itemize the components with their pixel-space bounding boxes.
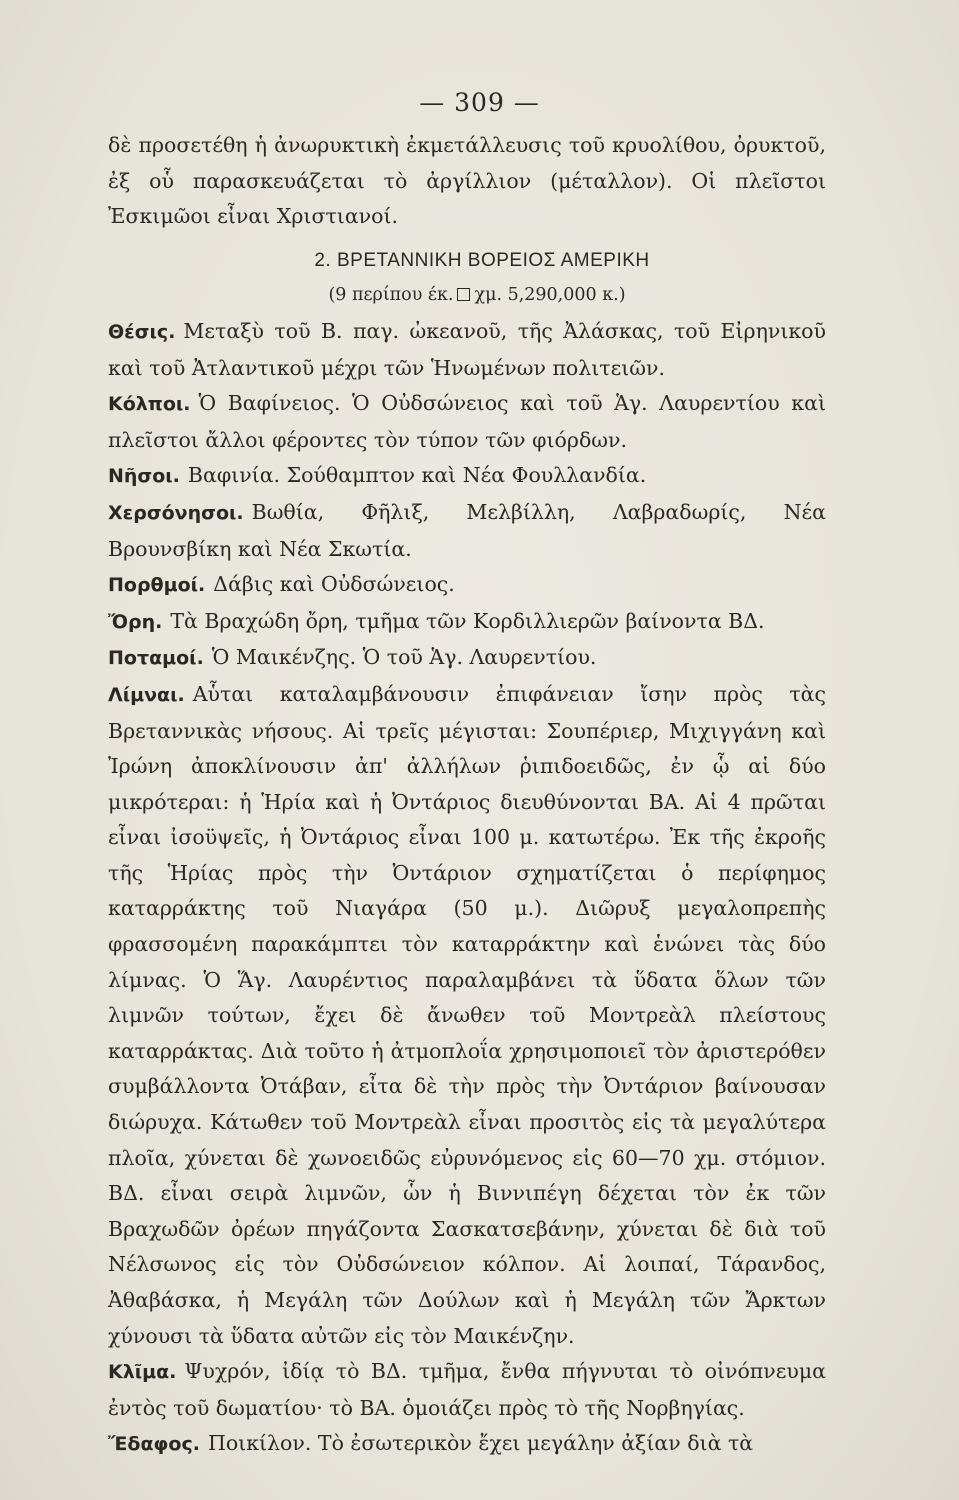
section-area xyxy=(128,278,826,314)
entry-text: Ὁ Βαφίνειος. Ὁ Οὐδσώνειος καὶ τοῦ Ἁγ. Λαυρεντίου καὶ πλεῖστοι ἄλλοι φέροντες τὸν τύπον τῶν φιόρδων. xyxy=(108,391,826,452)
entry-thesis xyxy=(108,314,826,386)
entry-gulfs xyxy=(108,386,826,458)
entry-text: Ὁ Μαικένζης. Ὁ τοῦ Ἁγ. Λαυρεντίου. xyxy=(211,645,597,670)
square-symbol-icon xyxy=(457,288,470,301)
entry-text: Ποικίλον. Τὸ ἐσωτερικὸν ἔχει μεγάλην ἀξίαν διὰ τὰ xyxy=(207,1431,754,1456)
entry-text: Ψυχρόν, ἰδίᾳ τὸ ΒΔ. τμῆμα, ἔνθα πήγνυται τὸ οἰνόπνευμα ἐντὸς τοῦ δωματίου· τὸ ΒΑ. ὁμοιάζει πρὸς τὸ τῆς Νορβηγίας. xyxy=(108,1359,826,1420)
entry-label: Ὄρη. xyxy=(108,610,163,633)
area-suffix: χμ. 5,290,000 κ.) xyxy=(474,285,626,306)
entry-label: Νῆσοι. xyxy=(108,465,180,488)
entry-text: Βαφινία. Σούθαμπτον καὶ Νέα Φουλλανδία. xyxy=(187,463,647,488)
entry-islands xyxy=(108,458,826,495)
entry-rivers xyxy=(108,640,826,677)
entry-peninsulas xyxy=(108,495,826,567)
body-text xyxy=(108,128,826,1463)
entry-text: Βωθία, Φῆλιξ, Μελβίλλη, Λαβραδωρίς, Νέα Βρουνσβίκη καὶ Νέα Σκωτία. xyxy=(108,499,826,561)
entry-label: Πορθμοί. xyxy=(108,574,206,597)
entry-label: Λίμναι. xyxy=(108,683,185,706)
entry-text: Μεταξὺ τοῦ Β. παγ. ὠκεανοῦ, τῆς Ἀλάσκας, τοῦ Εἰρηνικοῦ καὶ τοῦ Ἀτλαντικοῦ μέχρι τῶν Ἡνωμένων πολιτειῶν. xyxy=(108,318,826,380)
entry-text: Δάβις καὶ Οὐδσώνειος. xyxy=(213,572,455,597)
entry-mountains xyxy=(108,604,826,641)
section-title: 2. ΒΡΕΤΑΝΝΙΚΗ ΒΟΡΕΙΟΣ ΑΜΕΡΙΚΗ xyxy=(314,249,650,271)
intro-paragraph: δὲ προσετέθη ἡ ἀνωρυκτικὴ ἐκμετάλλευσις τοῦ κρυολίθου, ὀρυκτοῦ, ἐξ οὗ παρασκευάζεται τὸ ἀργίλλιον (μέταλλον). Οἱ πλεῖστοι Ἐσκιμῶοι εἶναι Χριστιανοί. xyxy=(108,133,826,229)
entry-label: Χερσόνησοι. xyxy=(108,501,244,524)
entry-label: Ἔδαφος. xyxy=(108,1433,200,1456)
entry-label: Ποταμοί. xyxy=(108,647,204,670)
entry-climate xyxy=(108,1354,826,1426)
entry-straits xyxy=(108,567,826,604)
page-number: — 309 — xyxy=(419,88,540,117)
entry-label: Κόλποι. xyxy=(108,393,191,416)
entry-label: Κλῖμα. xyxy=(108,1361,177,1384)
entry-text: Αὗται καταλαμβάνουσιν ἐπιφάνειαν ἴσην πρὸς τὰς Βρεταννικὰς νήσους. Αἱ τρεῖς μέγισται: Σουπέριερ, Μιχιγγάνη καὶ Ἰρώνη ἀποκλίνουσιν ἀπ' ἀλλήλων ῥιπιδοειδῶς, ἐν ᾧ αἱ δύο μικρότεραι: ἡ Ἡρία καὶ ἡ Ὀντάριος διευθύνονται ΒΑ. Αἱ 4 πρῶται εἶναι ἰσοϋψεῖς, ἡ Ὀντάριος εἶναι 100 μ. κατωτέρω. Ἐκ τῆς ἐκροῆς τῆς Ἡρίας πρὸς τὴν Ὀντάριον σχηματίζεται ὁ περίφημος καταρράκτης τοῦ Νιαγάρα (50 μ.). Διῶρυξ μεγαλοπρεπὴς φρασσομένη παρακάμπτει τὸν καταρράκτην καὶ ἑνώνει τὰς δύο λίμνας. Ὁ Ἅγ. Λαυρέντιος παραλαμβάνει τὰ ὕδατα ὅλων τῶν λιμνῶν τούτων, ἔχει δὲ ἄνωθεν τοῦ Μοντρεὰλ πλείστους καταρράκτας. Διὰ τοῦτο ἡ ἀτμοπλοΐα χρησιμοποιεῖ τὸν ἀριστερόθεν συμβάλλοντα Ὀτάβαν, εἶτα δὲ τὴν πρὸς τὴν Ὀντάριον βαίνουσαν διώρυχα. Κάτωθεν τοῦ Μοντρεὰλ εἶναι προσιτὸς εἰς τὰ μεγαλύτερα πλοῖα, χύνεται δὲ χωνοειδῶς εὐρυνόμενος εἰς 60—70 χμ. στόμιον. ΒΔ. εἶναι σειρὰ λιμνῶν, ὧν ἡ Βιννιπέγη δέχεται τὸν ἐκ τῶν Βραχωδῶν ὀρέων πηγάζοντα Σασκατσεβάνην, χύνεται δὲ διὰ τοῦ Νέλσωνος εἰς τὸν Οὐδσώνειον κόλπον. Αἱ λοιπαί, Τάρανδος, Ἀθαβάσκα, ἡ Μεγάλη τῶν Δούλων καὶ ἡ Μεγάλη τῶν Ἄρκτων χύνουσι τὰ ὕδατα αὐτῶν εἰς τὸν Μαικένζην. xyxy=(108,681,826,1348)
entry-label: Θέσις. xyxy=(108,320,176,343)
area-prefix: (9 περίπου έκ. xyxy=(328,285,454,306)
entry-soil xyxy=(108,1426,826,1463)
entry-text: Τὰ Βραχώδη ὄρη, τμῆμα τῶν Κορδιλλιερῶν βαίνοντα ΒΔ. xyxy=(170,608,765,633)
entry-lakes xyxy=(108,677,826,1354)
